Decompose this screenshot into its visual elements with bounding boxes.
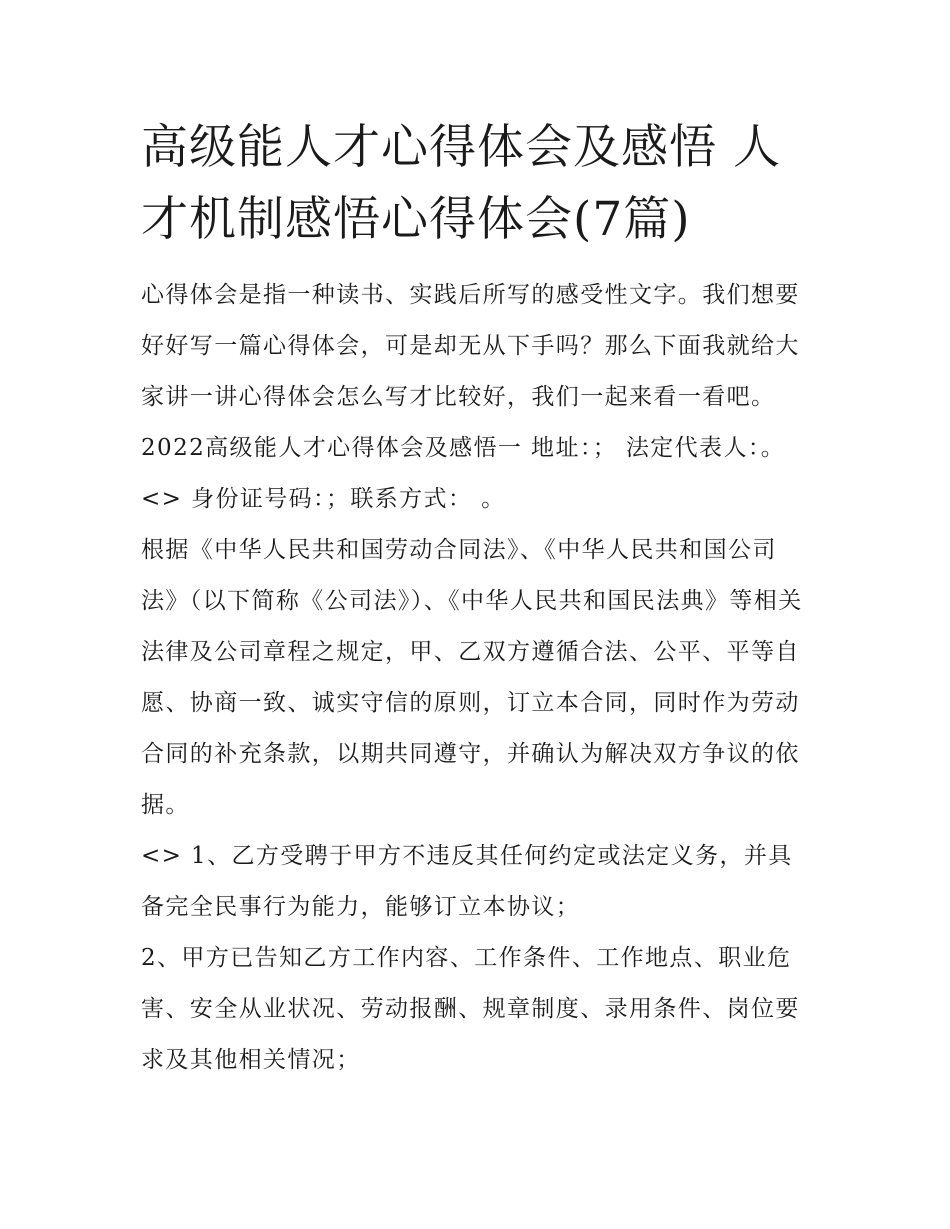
document-page <box>141 112 813 1086</box>
paragraph-legal-basis: 根据《中华人民共和国劳动合同法》、《中华人民共和国公司法》（以下简称《公司法》）、《中华人民共和国民法典》等相关法律及公司章程之规定，甲、乙双方遵循合法、公平、平等自愿、协商一致、诚实守信的原则，订立本合同，同时作为劳动合同的补充条款，以期共同遵守，并确认为解决双方争议的依据。 <box>141 537 803 818</box>
document-title: 高级能人才心得体会及感悟 人才机制感悟心得体会(7篇) <box>141 120 781 247</box>
paragraph-intro: 心得体会是指一种读书、实践后所写的感受性文字。我们想要好好写一篇心得体会，可是却无从下手吗？那么下面我就给大家讲一讲心得体会怎么写才比较好，我们一起来看一看吧。 <box>141 282 800 410</box>
paragraph-clause-2: 2、甲方已告知乙方工作内容、工作条件、工作地点、职业危害、安全从业状况、劳动报酬、规章制度、录用条件、岗位要求及其他相关情况； <box>141 945 800 1073</box>
paragraph-id-contact: <> 身份证号码：；联系方式： 。 <box>141 486 506 512</box>
paragraph-address: 2022高级能人才心得体会及感悟一 地址：； 法定代表人：。 <box>141 435 786 461</box>
paragraph-clause-1: <> 1、乙方受聘于甲方不违反其任何约定或法定义务，并具备完全民事行为能力，能够订立本协议； <box>141 843 793 920</box>
